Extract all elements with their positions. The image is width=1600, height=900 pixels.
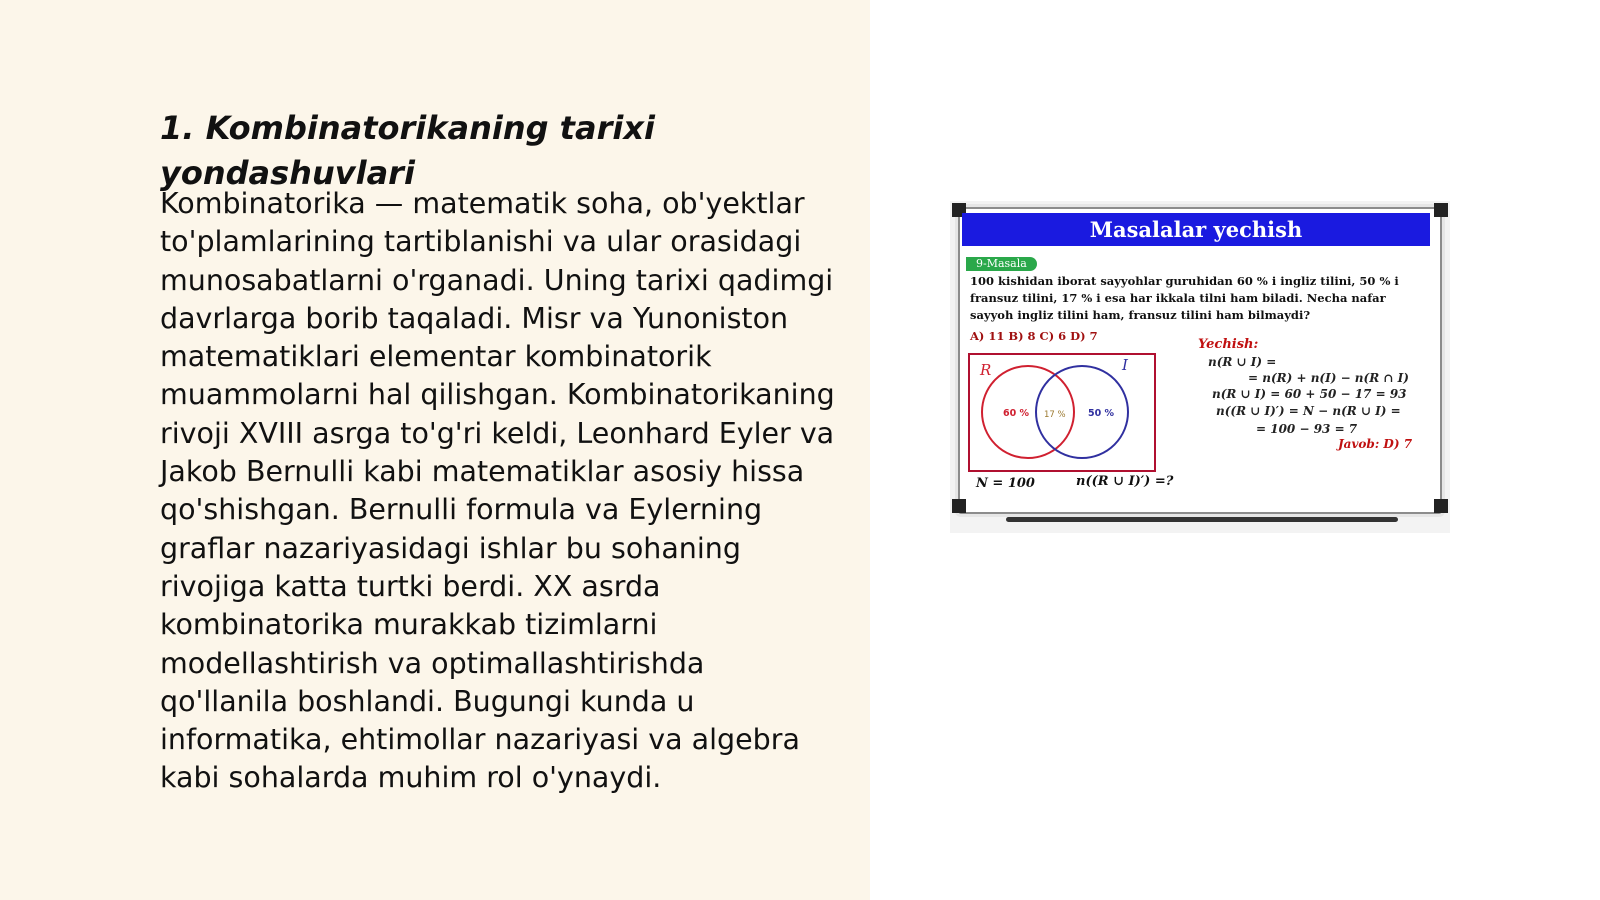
solution-title: Yechish: xyxy=(1198,337,1259,352)
solution-line: n(R ∪ I) = xyxy=(1208,355,1277,369)
whiteboard-image xyxy=(950,201,1450,533)
marker-tray xyxy=(1006,517,1398,522)
whiteboard-header: Masalalar yechish xyxy=(962,213,1430,246)
solution-line: = n(R) + n(I) − n(R ∩ I) xyxy=(1248,371,1409,385)
frame-corner xyxy=(1434,203,1448,217)
problem-text: 100 kishidan iborat sayyohlar guruhidan 60 % i ingliz tilini, 50 % i fransuz tilini, 17 % i esa har ikkala tilni ham biladi. Necha nafar sayyoh ingliz tilini ham, fransuz tilini ham bilmaydi? xyxy=(970,274,1399,322)
frame-corner xyxy=(952,499,966,513)
venn-svg xyxy=(970,355,1154,470)
right-percent: 50 % xyxy=(1088,408,1115,419)
left-percent: 60 % xyxy=(1003,408,1030,419)
solution-line: n(R ∪ I) = 60 + 50 − 17 = 93 xyxy=(1212,387,1407,401)
label-i: I xyxy=(1122,356,1128,374)
answer-text: Javob: D) 7 xyxy=(1338,437,1413,451)
venn-diagram xyxy=(968,353,1156,472)
problem-tag: 9-Masala xyxy=(966,257,1037,271)
slide-body-text: Kombinatorika — matematik soha, ob'yektlar to'plamlarining tartiblanishi va ular orasidagi munosabatlarni o'rganadi. Uning tarixi qadimgi davrlarga borib taqaladi. Misr va Yunoniston matematiklari elementar kombinatorik muammolarni hal qilishgan. Kombinatorikaning rivoji XVIII asrga to'g'ri keldi, Leonhard Eyler va Jakob Bernulli kabi matematiklar asosiy hissa qo'shishgan. Bernulli formula va Eylerning graflar nazariyasidagi ishlar bu sohaning rivojiga katta turtki berdi. XX asrda kombinatorika murakkab tizimlarni modellashtirish va optimallashtirishda qo'llanila boshlandi. Bugungi kunda u informatika, ehtimollar nazariyasi va algebra kabi sohalarda muhim rol o'ynaydi. xyxy=(160,187,835,795)
answer-options: A) 11 B) 8 C) 6 D) 7 xyxy=(970,329,1098,343)
given-question: n((R ∪ I)′) =? xyxy=(1076,474,1174,489)
label-r: R xyxy=(980,361,992,379)
solution-line: = 100 − 93 = 7 xyxy=(1256,422,1358,436)
given-n: N = 100 xyxy=(976,476,1035,491)
frame-corner xyxy=(1434,499,1448,513)
middle-percent: 17 % xyxy=(1044,410,1066,420)
slide-title: 1. Kombinatorikaning tarixi yondashuvlari xyxy=(160,109,655,192)
solution-line: n((R ∪ I)′) = N − n(R ∪ I) = xyxy=(1216,404,1401,418)
